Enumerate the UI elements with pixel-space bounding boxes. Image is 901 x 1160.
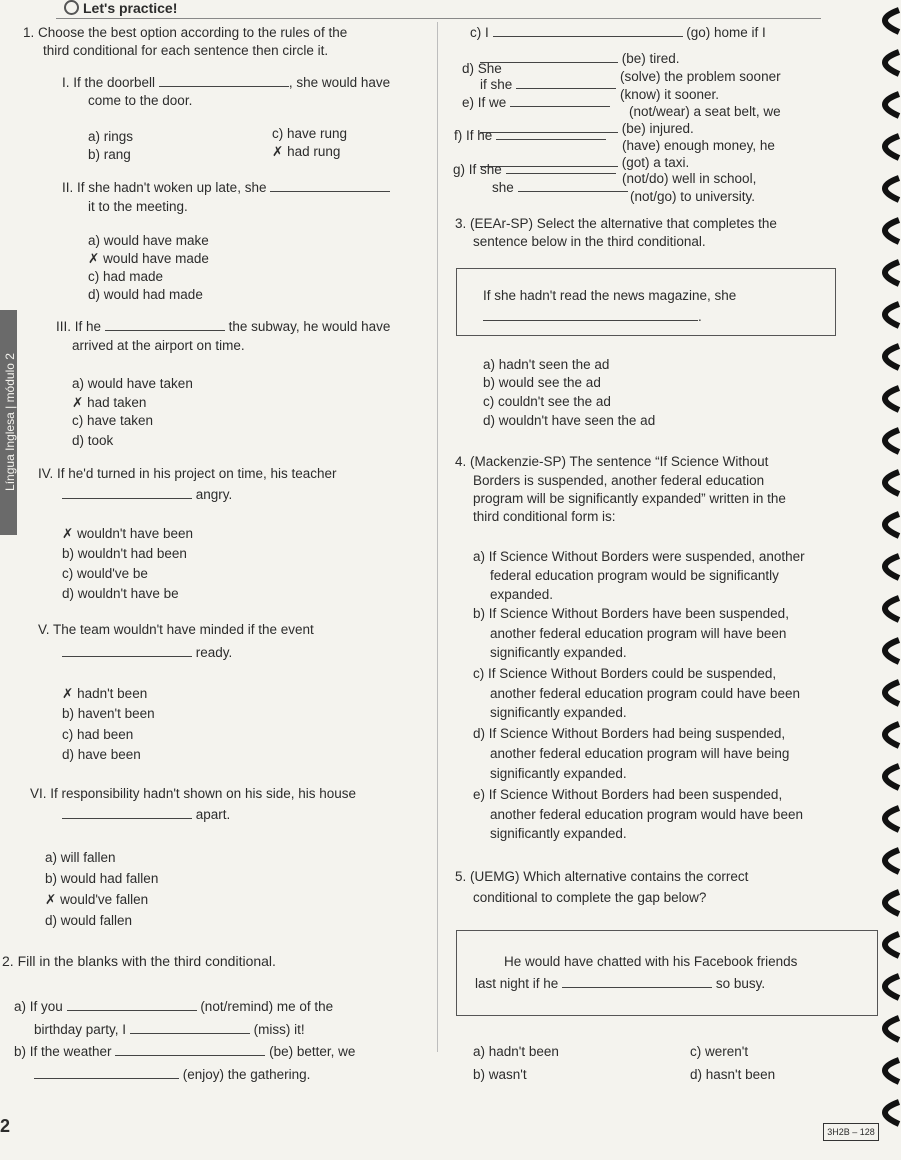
q2-a-line2: birthday party, I (miss) it! [34, 1022, 305, 1037]
q1-i-line2: come to the door. [88, 93, 193, 108]
q1-i-option-c[interactable]: c) have rung [272, 126, 348, 141]
q2-b-blank2[interactable] [34, 1066, 179, 1079]
q1x-f-line2: (have) enough money, he [622, 138, 775, 153]
q3-option-c[interactable]: c) couldn't see the ad [483, 394, 611, 409]
q1-v-blank[interactable] [62, 644, 192, 657]
q1-iv-option-b[interactable]: b) wouldn't had been [62, 546, 187, 561]
q4-option-c-line3: significantly expanded. [490, 705, 627, 720]
q1-ii-blank[interactable] [270, 179, 390, 192]
q1x-g-line1: g) If she [453, 161, 616, 178]
q4-line4: third conditional form is: [473, 509, 616, 524]
q1x-g-line2: (not/do) well in school, [622, 171, 757, 186]
q1x-d-blank[interactable] [516, 76, 616, 89]
q1-v-option-d[interactable]: d) have been [62, 747, 141, 762]
q5-prompt-box [456, 930, 878, 1016]
q1-i-blank[interactable] [159, 74, 289, 87]
q4-option-e-line3: significantly expanded. [490, 826, 627, 841]
q3-option-d[interactable]: d) wouldn't have seen the ad [483, 413, 656, 428]
q1x-g-line3: she [492, 179, 628, 196]
q1x-f-line1: f) If he [454, 127, 606, 144]
q4-line1: 4. (Mackenzie-SP) The sentence “If Science Without [455, 454, 769, 469]
q1x-g-line4: (not/go) to university. [630, 189, 756, 204]
q1-ii-option-c[interactable]: c) had made [88, 269, 164, 284]
q1-instruction-line2: third conditional for each sentence then circle it. [43, 43, 329, 58]
q1-v-line2: ready. [62, 644, 232, 661]
page-number: 2 [0, 1116, 11, 1136]
q1-ii-line2: it to the meeting. [88, 199, 188, 214]
target-icon [64, 0, 79, 15]
q1x-c-line2: (be) tired. [480, 50, 680, 67]
q4-option-b-line2: another federal education program will have been [490, 626, 787, 641]
q1x-d-line4: (know) it sooner. [620, 87, 720, 102]
q1-ii-line1: II. If she hadn't woken up late, she [62, 179, 390, 196]
q4-option-b-line1[interactable]: b) If Science Without Borders have been suspended, [473, 606, 789, 621]
checkmark-icon: ✗ [62, 686, 78, 701]
q5-option-c[interactable]: c) weren't [690, 1044, 749, 1059]
q2-b-line2: (enjoy) the gathering. [34, 1066, 310, 1083]
q4-option-d-line2: another federal education program will have being [490, 746, 790, 761]
q1-vi-option-a[interactable]: a) will fallen [45, 850, 116, 865]
q1-iv-blank[interactable] [62, 486, 192, 499]
q1-i-option-a[interactable]: a) rings [88, 129, 134, 144]
q4-option-a-line2: federal education program would be significantly [490, 568, 779, 583]
q5-prompt-line2: last night if he so busy. [475, 976, 766, 991]
q2-a-blank2[interactable] [130, 1021, 250, 1034]
q3-prompt-blank: . [483, 308, 702, 325]
q1x-d-line2: (solve) the problem sooner [620, 69, 781, 84]
q4-option-d-line3: significantly expanded. [490, 766, 627, 781]
q5-line2: conditional to complete the gap below? [473, 890, 707, 905]
header-title: Let's practice! [64, 0, 177, 17]
q1-vi-option-d[interactable]: d) would fallen [45, 913, 133, 928]
q4-option-a-line1[interactable]: a) If Science Without Borders were suspended, another [473, 549, 805, 564]
q1-i-option-d[interactable]: ✗ had rung [272, 144, 341, 159]
q1-vi-option-b[interactable]: b) would had fallen [45, 871, 159, 886]
q1-iii-line1: III. If he the subway, he would have [56, 319, 391, 334]
q1-iii-option-c[interactable]: c) have taken [72, 413, 154, 428]
column-divider [437, 22, 438, 1052]
q1x-f-blank1[interactable] [496, 127, 606, 140]
q3-option-b[interactable]: b) would see the ad [483, 375, 601, 390]
side-tab-label: Língua Inglesa | módulo 2 [3, 353, 17, 491]
checkmark-icon: ✗ [72, 395, 88, 410]
q1-v-option-c[interactable]: c) had been [62, 727, 134, 742]
q1x-f-line3: (got) a taxi. [480, 154, 689, 171]
q1-ii-option-d[interactable]: d) would had made [88, 287, 203, 302]
checkmark-icon: ✗ [272, 144, 288, 159]
q1x-e-line1: e) If we [462, 94, 610, 111]
q1x-e-line2: (not/wear) a seat belt, we [629, 104, 781, 119]
q1-iv-option-a[interactable]: ✗ wouldn't have been [62, 526, 193, 541]
q5-option-a[interactable]: a) hadn't been [473, 1044, 559, 1059]
q4-option-c-line2: another federal education program could have been [490, 686, 800, 701]
q1-vi-line2: apart. [62, 806, 230, 823]
q4-line2: Borders is suspended, another federal education [473, 473, 765, 488]
q4-option-a-line3: expanded. [490, 587, 554, 602]
q1-iv-option-c[interactable]: c) would've be [62, 566, 148, 581]
q1x-g-blank1[interactable] [506, 161, 616, 174]
page-code: 3H2B – 128 [823, 1123, 879, 1141]
q1-v-option-a[interactable]: ✗ hadn't been [62, 686, 148, 701]
q2-instruction: 2. Fill in the blanks with the third conditional. [2, 953, 276, 969]
q1x-g-blank2[interactable] [518, 179, 628, 192]
q1x-c-blank1[interactable] [493, 24, 683, 37]
q1x-e-blank1[interactable] [510, 94, 610, 107]
q1-i-line1: I. If the doorbell , she would have [62, 75, 391, 90]
q4-option-b-line3: significantly expanded. [490, 645, 627, 660]
q1-ii-option-b[interactable]: ✗ would have made [88, 251, 209, 266]
checkmark-icon: ✗ [88, 251, 104, 266]
q3-blank[interactable] [483, 308, 698, 321]
q5-prompt-line1: He would have chatted with his Facebook friends [504, 954, 798, 969]
q1x-c-line1: c) I (go) home if I [470, 25, 766, 40]
q2-a-line1: a) If you (not/remind) me of the [14, 999, 334, 1014]
q2-b-blank1[interactable] [115, 1043, 265, 1056]
q4-option-e-line2: another federal education program would have been [490, 807, 803, 822]
q2-a-blank1[interactable] [67, 998, 197, 1011]
q5-option-d[interactable]: d) hasn't been [690, 1067, 776, 1082]
checkmark-icon: ✗ [62, 526, 78, 541]
q1x-e-line3: (be) injured. [480, 120, 694, 137]
q4-option-e-line1[interactable]: e) If Science Without Borders had been suspended, [473, 787, 783, 802]
q1-iii-blank[interactable] [105, 318, 225, 331]
q1-v-line1: V. The team wouldn't have minded if the event [38, 622, 314, 637]
q5-option-b[interactable]: b) wasn't [473, 1067, 527, 1082]
q2-b-line1: b) If the weather (be) better, we [14, 1044, 356, 1059]
q5-blank[interactable] [562, 975, 712, 988]
q1-vi-line1: VI. If responsibility hadn't shown on his side, his house [30, 786, 357, 801]
q1-iv-option-d[interactable]: d) wouldn't have be [62, 586, 179, 601]
q3-instruction-line1: 3. (EEAr-SP) Select the alternative that completes the [455, 216, 777, 231]
q1-iii-line2: arrived at the airport on time. [72, 338, 245, 353]
q1-iii-option-a[interactable]: a) would have taken [72, 376, 193, 391]
q5-line1: 5. (UEMG) Which alternative contains the correct [455, 869, 749, 884]
q1-iii-option-b[interactable]: ✗ had taken [72, 395, 147, 410]
q4-option-d-line1[interactable]: d) If Science Without Borders had being suspended, [473, 726, 786, 741]
checkmark-icon: ✗ [45, 892, 61, 907]
q1x-d-line1: d) She [462, 61, 502, 76]
q1-instruction-line1: 1. Choose the best option according to the rules of the [23, 25, 348, 40]
q1x-d-line3: if she [480, 76, 616, 93]
q1-iv-line2: angry. [62, 486, 232, 503]
q1-iv-line1: IV. If he'd turned in his project on time, his teacher [38, 466, 337, 481]
q1-vi-option-c[interactable]: ✗ would've fallen [45, 892, 149, 907]
q1-i-option-b[interactable]: b) rang [88, 147, 131, 162]
q4-line3: program will be significantly expanded” written in the [473, 491, 786, 506]
q1-iii-option-d[interactable]: d) took [72, 433, 114, 448]
q3-option-a[interactable]: a) hadn't seen the ad [483, 357, 610, 372]
q3-prompt: If she hadn't read the news magazine, she [483, 288, 737, 303]
q1-vi-blank[interactable] [62, 806, 192, 819]
q1-v-option-b[interactable]: b) haven't been [62, 706, 155, 721]
q3-instruction-line2: sentence below in the third conditional. [473, 234, 706, 249]
q1-ii-option-a[interactable]: a) would have make [88, 233, 209, 248]
q4-option-c-line1[interactable]: c) If Science Without Borders could be suspended, [473, 666, 777, 681]
